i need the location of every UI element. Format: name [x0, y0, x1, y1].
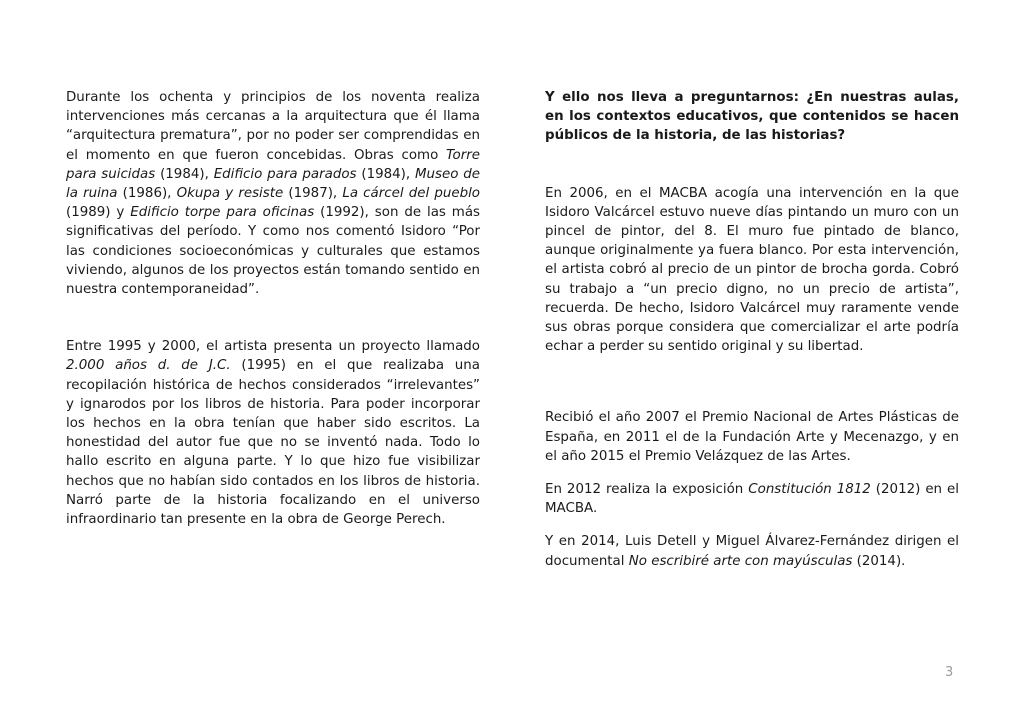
- work-title: Okupa y resiste: [176, 186, 284, 202]
- text-run: (1986),: [117, 186, 177, 202]
- left-column: [66, 88, 480, 529]
- text-run: Entre 1995 y 2000, el artista presenta un proyecto llamado: [66, 339, 480, 355]
- text-run: Y en 2014, Luis Detell y Miguel Álvarez-Fernández dirigen el documental: [545, 534, 959, 569]
- text-run: (1995) en el que realizaba una recopilación histórica de hechos considerados “irrelevantes” y ignarodos por los libros de historia. Para poder incorporar los hechos en la obra tenían que haber sido escritos. La honestidad del autor fue que no se inventó nada. Todo lo hallo escrito en alguna parte. Y lo que hizo fue visibilizar hechos que no habían sido contados en los libros de historia. Narró parte de la historia focalizando en el universo infraordinario tan presente en la obra de George Perech.: [66, 358, 480, 528]
- text-run: (2014).: [852, 553, 906, 569]
- work-title: Torre para suicidas: [66, 147, 480, 182]
- text-run: (2012) en el MACBA.: [545, 482, 959, 517]
- text-run: (1987),: [283, 186, 343, 202]
- right-column: [545, 88, 959, 571]
- work-title: 2.000 años d. de J.C.: [66, 358, 231, 374]
- text-run: Durante los ochenta y principios de los noventa realiza intervenciones más cercanas a la arquitectura que él llama “arquitectura prematura”, por no poder ser comprendidas en el momento en que fueron concebidas. Obras como: [66, 90, 480, 163]
- text-run: En 2012 realiza la exposición: [545, 482, 749, 498]
- work-title: Edificio torpe para oficinas: [130, 205, 315, 221]
- paragraph-macba-2006: En 2006, en el MACBA acogía una intervención en la que Isidoro Valcárcel estuvo nueve días pintando un muro con un pincel de pintor, del 8. El muro fue pintado de blanco, aunque originalmente ya fuera blanco. Por esta intervención, el artista cobró al precio de un pintor de brocha gorda. Cobró su trabajo a “un precio digno, no un precio de artista”, recuerda. De hecho, Isidoro Valcárcel muy raramente vende sus obras porque considera que comercializar el arte podría echar a perder su sentido original y su libertad.: [545, 185, 959, 355]
- work-title: Museo de la ruina: [66, 166, 481, 202]
- text-run: (1984),: [155, 166, 214, 182]
- text-run: (1992), son de las más significativas del período. Y como nos comentó Isidoro “Por las condiciones socioeconómicas y culturales que estamos viviendo, algunos de los proyectos están tomando sentido en nuestra contemporaneidad”.: [66, 205, 481, 298]
- work-title: No escribiré arte con mayúsculas: [628, 553, 853, 569]
- paragraph-early-works: [66, 88, 480, 299]
- work-title: Edificio para parados: [213, 166, 357, 182]
- work-title: Constitución 1812: [748, 482, 871, 498]
- paragraph-documentary-2014: [545, 532, 959, 570]
- text-run: (1984),: [356, 166, 415, 182]
- text-run: (1989) y: [66, 205, 131, 221]
- paragraph-exhibition-2012: [545, 480, 959, 518]
- page-number: 3: [945, 665, 954, 680]
- question-paragraph: Y ello nos lleva a preguntarnos: ¿En nuestras aulas, en los contextos educativos, que contenidos se hacen públicos de la historia, de las historias?: [545, 90, 959, 144]
- paragraph-2000-project: [66, 337, 480, 529]
- work-title: La cárcel del pueblo: [342, 186, 480, 202]
- paragraph-awards: Recibió el año 2007 el Premio Nacional de Artes Plásticas de España, en 2011 el de la Fundación Arte y Mecenazgo, y en el año 2015 el Premio Velázquez de las Artes.: [545, 410, 959, 464]
